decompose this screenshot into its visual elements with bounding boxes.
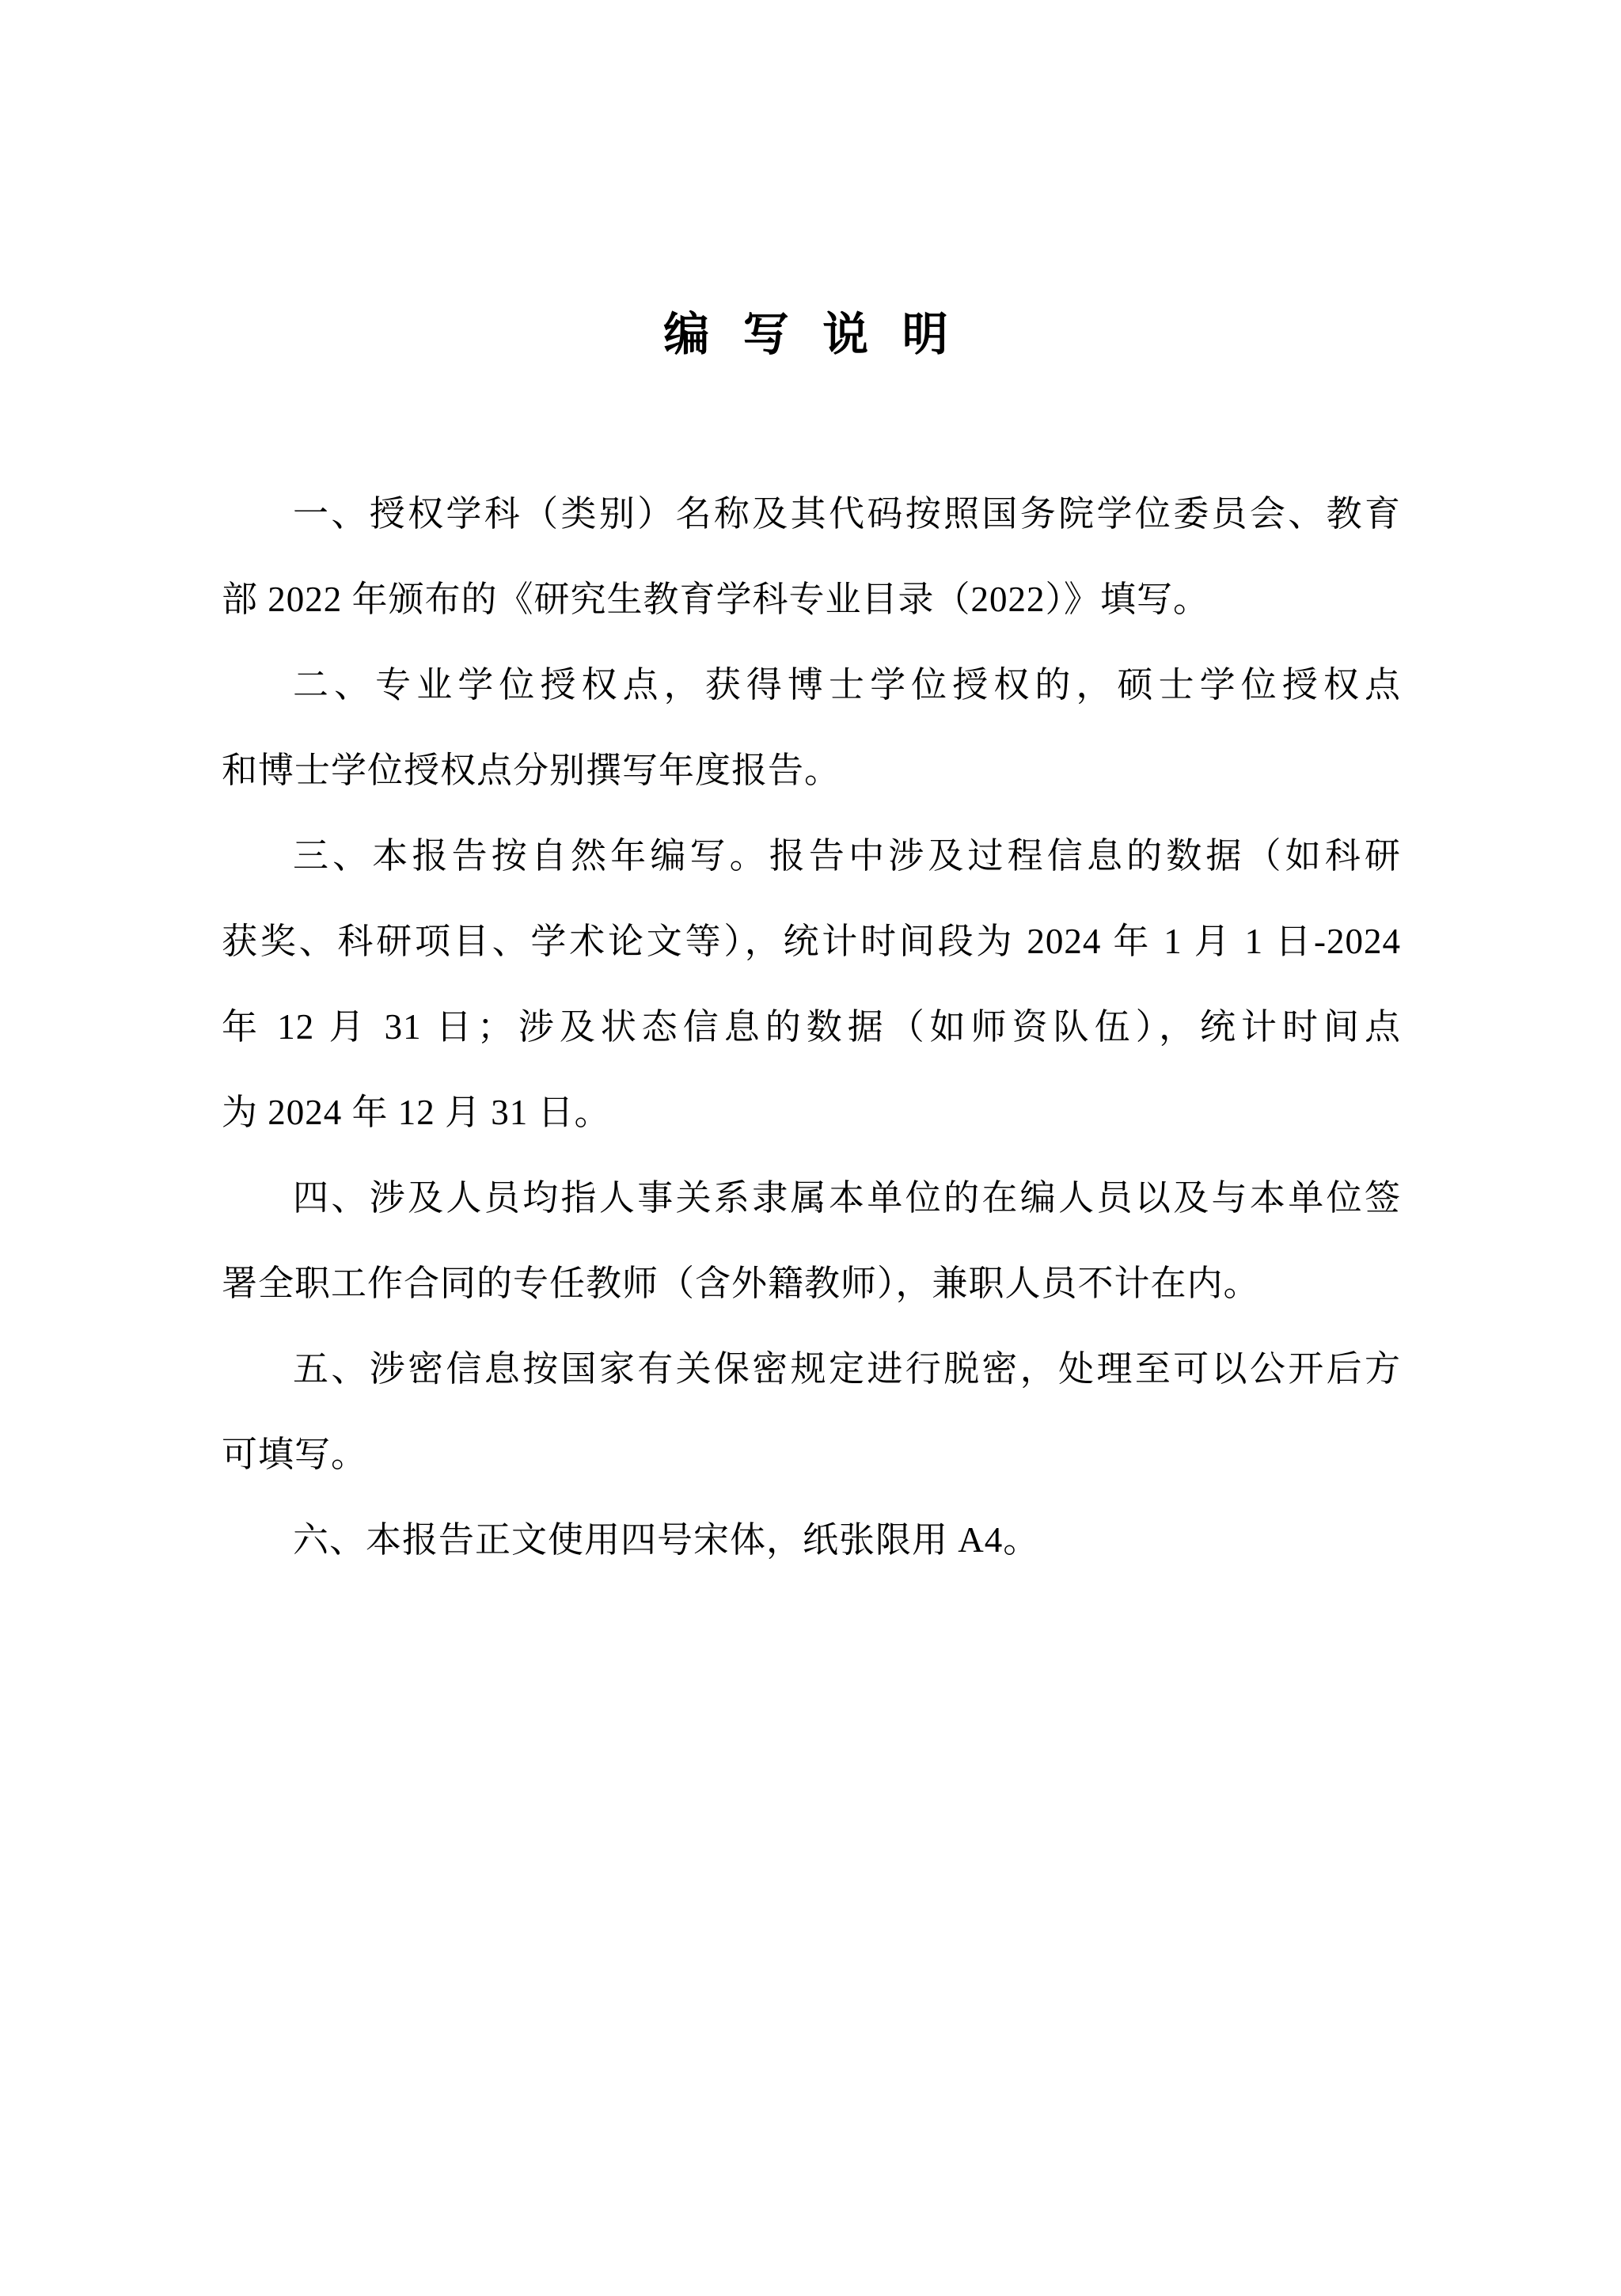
paragraph-1-line-2: 部 2022 年颁布的《研究生教育学科专业目录（2022）》填写。 bbox=[222, 580, 1210, 619]
paragraph-4-line-2: 署全职工作合同的专任教师（含外籍教师），兼职人员不计在内。 bbox=[222, 1264, 1260, 1303]
paragraph-3-line-2: 获奖、科研项目、学术论文等），统计时间段为 2024 年 1 月 1 日-2024 bbox=[222, 922, 1401, 961]
paragraph-5-line-2: 可填写。 bbox=[222, 1435, 368, 1474]
paragraph-4-line-1: 四、涉及人员均指人事关系隶属本单位的在编人员以及与本单位签 bbox=[293, 1178, 1401, 1218]
paragraph-3-line-1: 三、本报告按自然年编写。报告中涉及过程信息的数据（如科研 bbox=[293, 836, 1401, 876]
paragraph-2-line-1: 二、专业学位授权点，获得博士学位授权的，硕士学位授权点 bbox=[293, 665, 1401, 705]
page-title: 编 写 说 明 bbox=[663, 309, 959, 360]
paragraph-1-line-1: 一、授权学科（类别）名称及其代码按照国务院学位委员会、教育 bbox=[293, 494, 1401, 534]
paragraph-5-line-1: 五、涉密信息按国家有关保密规定进行脱密，处理至可以公开后方 bbox=[293, 1349, 1401, 1389]
paragraph-6-line-1: 六、本报告正文使用四号宋体，纸张限用 A4。 bbox=[293, 1520, 1040, 1560]
paragraph-2-line-2: 和博士学位授权点分别撰写年度报告。 bbox=[222, 751, 841, 790]
paragraph-3-line-3: 年 12 月 31 日；涉及状态信息的数据（如师资队伍），统计时间点 bbox=[222, 1007, 1401, 1047]
paragraph-3-line-4: 为 2024 年 12 月 31 日。 bbox=[222, 1093, 611, 1132]
document-body bbox=[222, 471, 1401, 1583]
